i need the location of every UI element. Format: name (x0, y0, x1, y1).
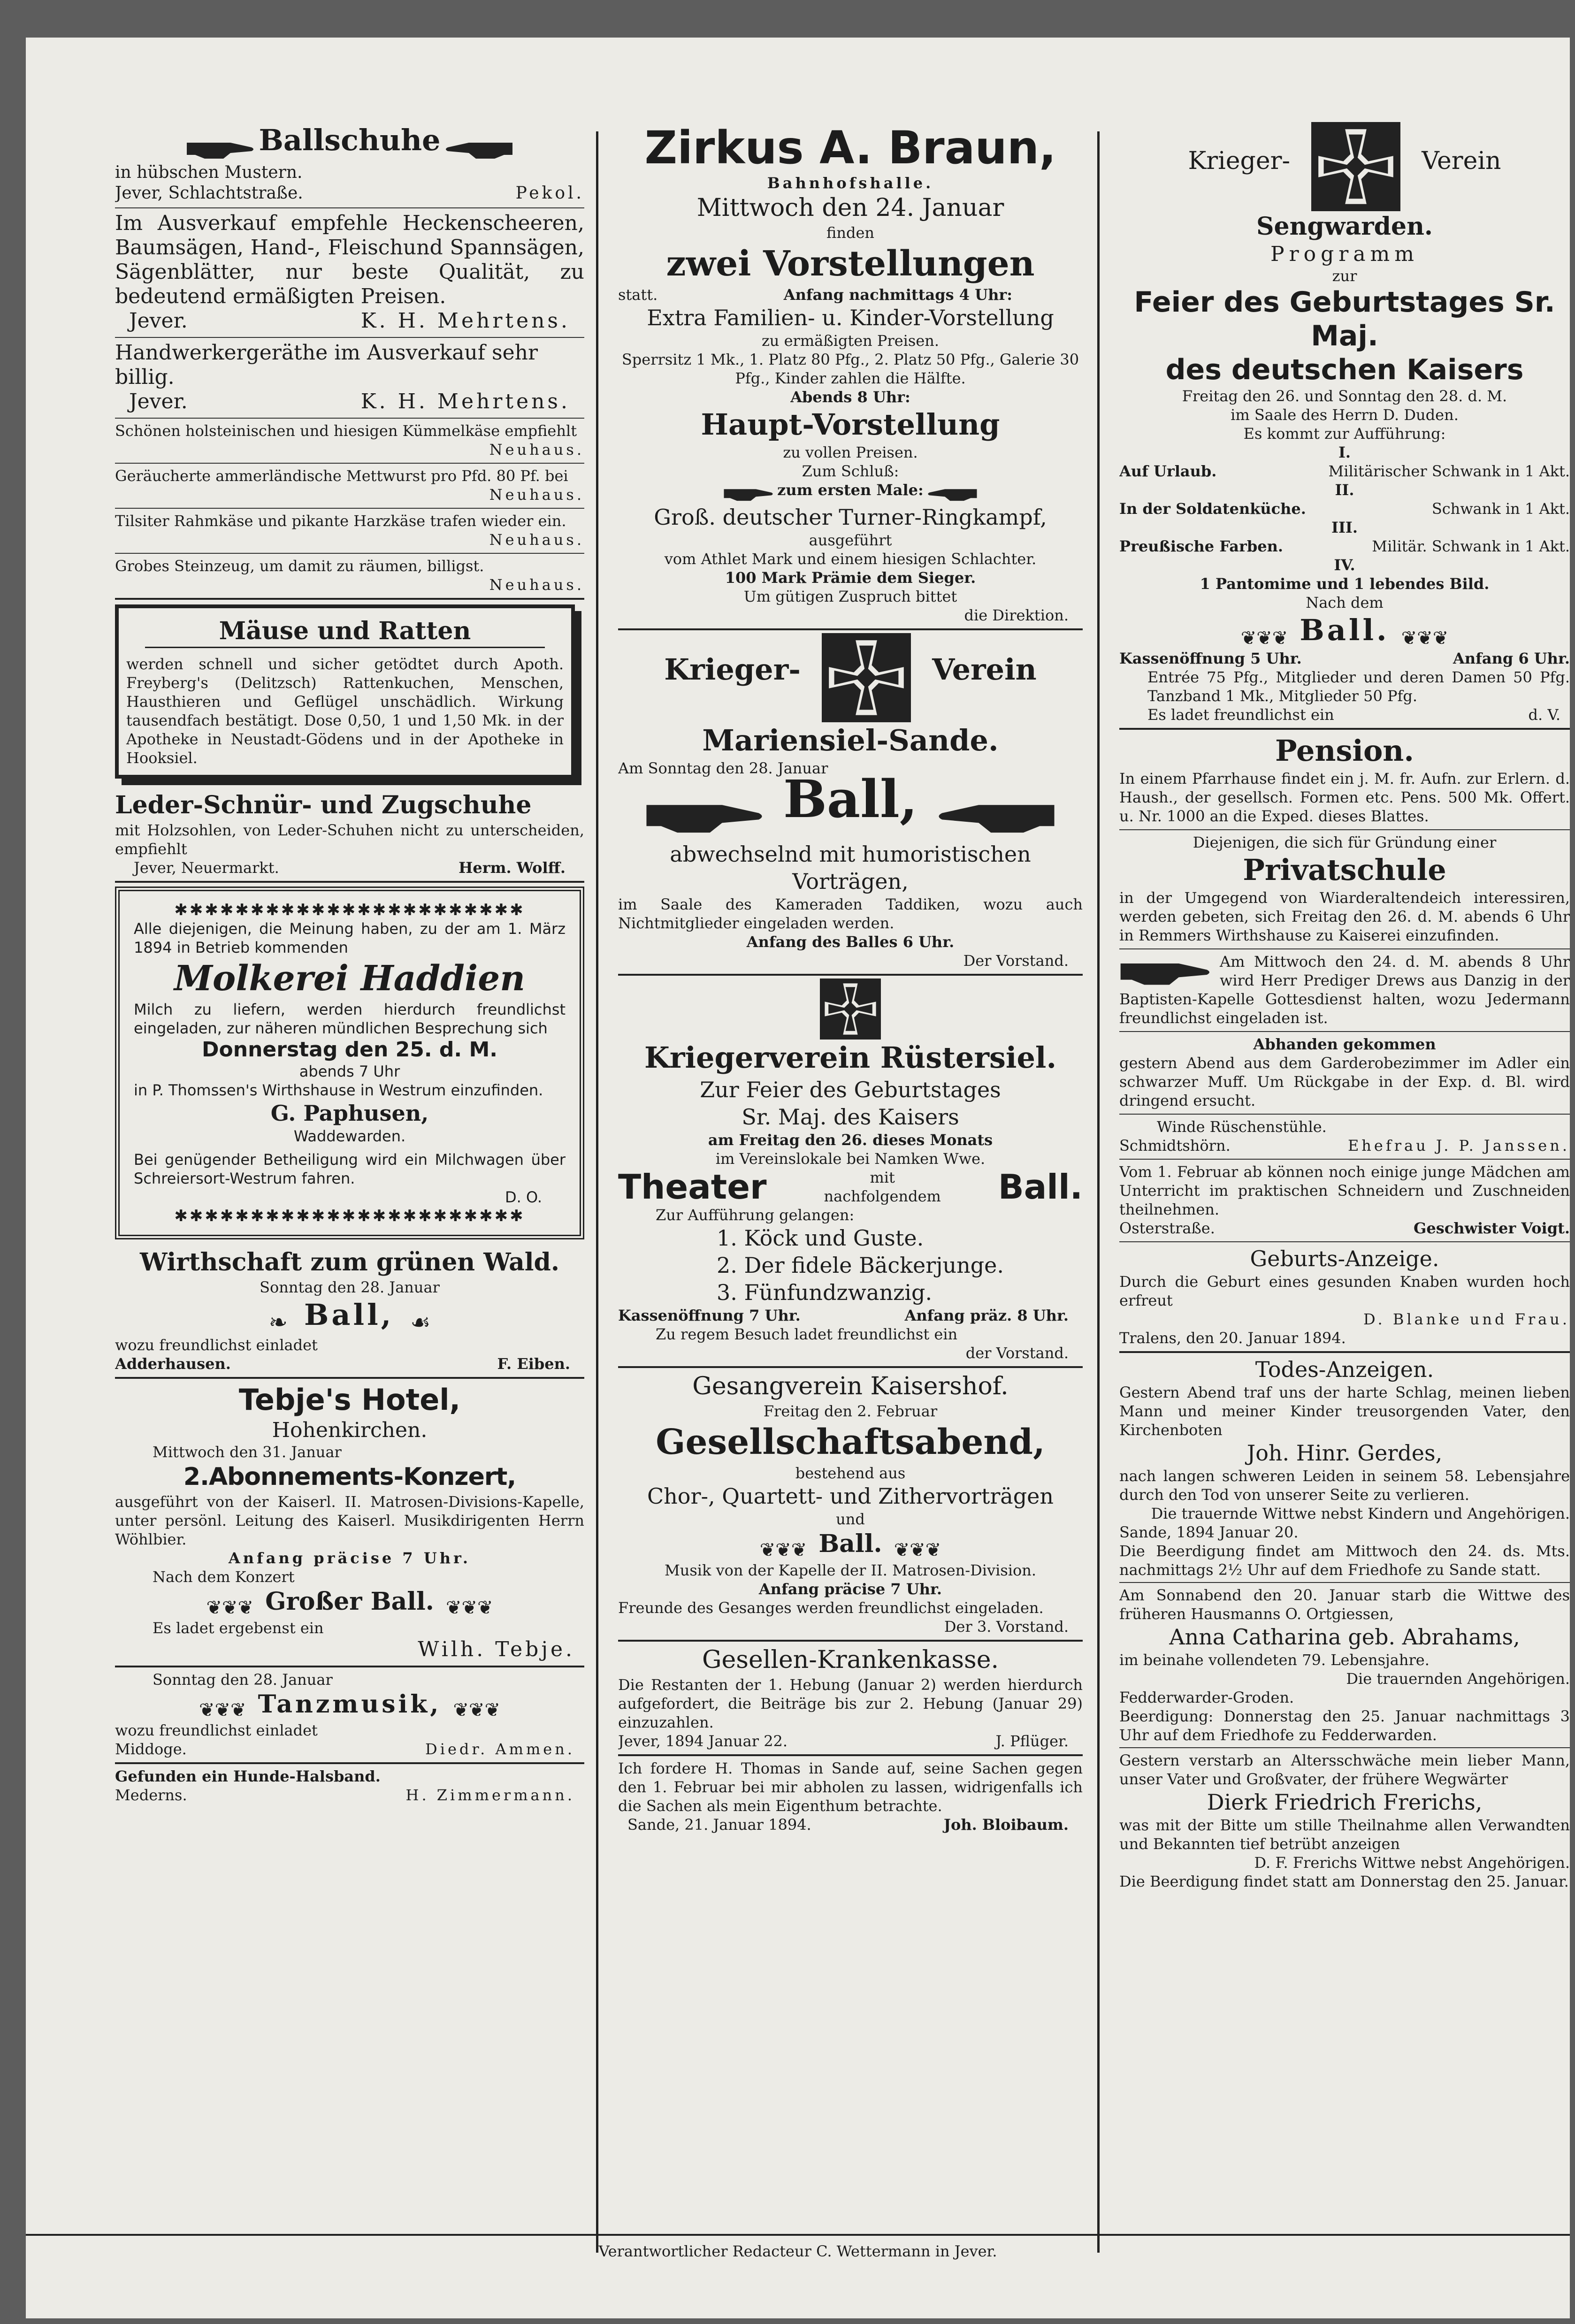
ad-theater: Theater (618, 1167, 767, 1207)
ornament-icon: ❧ (268, 1309, 288, 1336)
ornament-icon: ❦❦❦ (446, 1597, 493, 1619)
ad-tebje (115, 1382, 584, 1662)
program-desc: Militärischer Schwank in 1 Akt. (1328, 462, 1570, 480)
ad-ball: Ball. (1300, 613, 1390, 647)
ad-name: Ehefrau J. P. Janssen. (1347, 1136, 1570, 1154)
ad-title: Wirthschaft zum grünen Wald. (139, 1247, 559, 1277)
column-rule (1097, 131, 1100, 2253)
ad-text: Zur Aufführung gelangen: (656, 1206, 855, 1224)
ad-text: zur (1332, 267, 1357, 285)
ad-place: Jever. (129, 308, 188, 333)
ad-name: K. H. Mehrtens. (360, 308, 570, 333)
ad-prize: 100 Mark Prämie dem Sieger. (725, 568, 976, 587)
ornament-icon: ❦❦❦ (199, 1699, 246, 1721)
ad-start: Anfang präcise 7 Uhr. (758, 1580, 942, 1598)
ad-invite: Es ladet freundlichst ein (1147, 705, 1334, 724)
ad-sign: d. V. (1528, 705, 1560, 724)
ad-text: nachfolgendem (824, 1187, 941, 1205)
ad-name: F. Eiben. (497, 1355, 570, 1373)
divider (618, 1640, 1083, 1642)
obituary-place: Sande, 1894 Januar 20. (1119, 1523, 1299, 1541)
ornament-icon: ❦❦❦ (894, 1539, 941, 1561)
ad-parts: Chor-, Quartett- und Zithervorträgen (647, 1483, 1054, 1509)
ad-place: Mariensiel-Sande. (702, 723, 999, 757)
program-desc: Militär. Schwank in 1 Akt. (1372, 537, 1570, 555)
divider (115, 598, 584, 600)
program-title: Preußische Farben. (1119, 537, 1283, 555)
ad-text: Gefunden ein Hunde-Halsband. (115, 1767, 381, 1785)
ad-music: Musik von der Kapelle der II. Matrosen-Division. (664, 1561, 1037, 1579)
ad-name: Neuhaus. (489, 530, 584, 549)
ad-text: im Vereinslokale bei Namken Wwe. (715, 1150, 986, 1168)
ad-invite: Es ladet ergebenst ein (153, 1619, 324, 1637)
divider (1119, 829, 1570, 830)
ad-text: Geräucherte ammerländische Mettwurst pro Pfd. 80 Pf. bei (115, 466, 568, 485)
divider (618, 1366, 1083, 1368)
ad-note: Bei genügender Betheiligung wird ein Milchwagen über Schreiersort-Westrum fahren. (134, 1150, 566, 1187)
ad-text: Grobes Steinzeug, um damit zu räumen, billigst. (115, 557, 484, 575)
ad-concert: 2.Abonnements-Konzert, (183, 1463, 516, 1491)
iron-cross-icon (820, 979, 881, 1040)
star-border: ✱✱✱✱✱✱✱✱✱✱✱✱✱✱✱✱✱✱✱✱✱✱✱ (174, 1206, 525, 1225)
ad-place: Jever, Neuermarkt. (134, 858, 279, 877)
ad-date: Am Sonntag den 28. Januar (618, 759, 828, 777)
pointing-hand-icon (926, 483, 978, 504)
newspaper-page (26, 38, 1570, 2318)
ad-text: finden (826, 224, 874, 242)
ad-start: Anfang präcise 7 Uhr. (228, 1549, 471, 1567)
ad-ring: Groß. deutscher Turner-Ringkampf, (654, 504, 1047, 530)
divider (618, 1754, 1083, 1756)
ad-maeuse (115, 604, 575, 779)
ad-title: Gesellen-Krankenkasse. (702, 1645, 999, 1674)
ad-text: zu ermäßigten Preisen. (761, 332, 940, 350)
ad-place: Middoge. (115, 1740, 187, 1758)
obituary-text: Gestern verstarb an Altersschwäche mein lieber Mann, unser Vater und Großvater, der frühere Wegwärter (1119, 1751, 1570, 1788)
ad-family: Extra Familien- u. Kinder-Vorstellung (647, 305, 1054, 330)
ad-text: Durch die Geburt eines gesunden Knaben wurden hoch erfreut (1119, 1272, 1570, 1309)
ad-text: Handwerkergeräthe im Ausverkauf sehr billig. (115, 340, 538, 389)
divider (1119, 948, 1570, 949)
ad-text: in hübschen Mustern. (115, 162, 303, 182)
ad-intro: Diejenigen, die sich für Gründung einer (1193, 833, 1497, 851)
ad-text: gestern Abend aus dem Garderobezimmer im Adler ein schwarzer Muff. Um Rückgabe in der Exp. d. Bl. wird dringend ersucht. (1119, 1054, 1570, 1109)
ad-invite: wozu freundlichst einladet (115, 1721, 318, 1739)
ad-title: Gesangverein Kaisershof. (692, 1372, 1009, 1400)
ad-title: Krieger- (1188, 146, 1291, 175)
ad-title: Geburts-Anzeige. (1250, 1246, 1439, 1271)
program-item: 3. Fünfundzwanzig. (717, 1280, 933, 1305)
ad-text: Vom 1. Februar ab können noch einige junge Mädchen am Unterricht im praktischen Schneidern und Zuschneiden theilnehmen. (1119, 1162, 1570, 1218)
ad-ball: Ball. (818, 1529, 882, 1558)
ad-text: in der Umgegend von Wiarderaltendeich interessiren, werden gebeten, sich Freitag den 26. d. M. abends 6 Uhr in Remmers Wirthshause zu Kaiserei einzufinden. (1119, 888, 1570, 944)
divider (1119, 1582, 1570, 1583)
ad-place: in P. Thomssen's Wirthshause in Westrum einzufinden. (134, 1081, 543, 1099)
ad-text: Die Restanten der 1. Hebung (Januar 2) werden hierdurch aufgefordert, die Beiträge bis zur 2. Hebung (Januar 29) einzuzahlen. (618, 1675, 1083, 1731)
ad-name: Wilh. Tebje. (418, 1637, 575, 1661)
ad-date: Sonntag den 28. Januar (260, 1278, 440, 1296)
pointing-hand-icon (443, 134, 513, 162)
iron-cross-icon (822, 633, 911, 722)
ad-text: werden schnell und sicher getödtet durch Apoth. Freyberg's (Delitzsch) Rattenkuchen, Menschen, Hausthieren und Geflügel unschädlich. Wirkung tausendfach bestätigt. Dose 0,50, 1 und 1,50 Mk. in der Apotheke in Neustadt-Gödens und in der Apotheke in Hooksiel. (126, 655, 564, 767)
ad-todes-anzeigen (1119, 1356, 1570, 1891)
ad-date: Mittwoch den 31. Januar (153, 1443, 342, 1461)
ad-hund (115, 1767, 584, 1804)
ornament-icon: ❦❦❦ (453, 1699, 501, 1721)
ad-geburt (1119, 1245, 1570, 1347)
ad-name: Diedr. Ammen. (425, 1740, 575, 1758)
program-title: Auf Urlaub. (1119, 462, 1217, 480)
pointing-hand-icon (1119, 952, 1213, 990)
ad-text: bestehend aus (795, 1464, 906, 1482)
ad-text: zu vollen Preisen. (783, 443, 918, 461)
obituary-name: Joh. Hinr. Gerdes, (1246, 1440, 1443, 1466)
ad-voigt (1119, 1162, 1570, 1238)
ad-text: Es kommt zur Aufführung: (1243, 425, 1446, 443)
ad-text: Im Ausverkauf empfehle Heckenscheeren, Baumsägen, Hand-, Fleischund Spannsägen, Sägenblätter, nur beste Qualität, zu bedeutend ermäßigten Preisen. (115, 211, 584, 308)
ad-title: Privatschule (1243, 852, 1446, 887)
ornament-icon: ❦❦❦ (759, 1539, 807, 1561)
ad-fees: Entrée 75 Pfg., Mitglieder und deren Damen 50 Pfg. Tanzband 1 Mk., Mitglieder 50 Pfg. (1147, 668, 1570, 705)
obituary-text: im beinahe vollendeten 79. Lebensjahre. (1119, 1651, 1430, 1669)
ad-text: und (836, 1510, 865, 1528)
program-title: 1 Pantomime und 1 lebendes Bild. (1200, 575, 1490, 593)
pointing-hand-icon (723, 483, 775, 504)
ad-text: zum ersten Male: (777, 481, 924, 499)
ad-tilsiter (115, 512, 584, 549)
ad-sign: Der Vorstand. (963, 952, 1069, 970)
ad-text: Nach dem (1306, 594, 1384, 612)
ad-place: Hohenkirchen. (272, 1418, 428, 1442)
ad-sign: Der 3. Vorstand. (944, 1617, 1069, 1636)
ad-begin: Anfang 6 Uhr. (1453, 649, 1570, 667)
program-title: In der Soldatenküche. (1119, 500, 1306, 518)
star-border: ✱✱✱✱✱✱✱✱✱✱✱✱✱✱✱✱✱✱✱✱✱✱✱ (174, 900, 525, 919)
ad-krieger-sengwarden (1119, 122, 1570, 724)
ad-main: Haupt-Vorstellung (701, 407, 1000, 442)
pointing-hand-icon (645, 789, 767, 841)
ad-name: Neuhaus. (489, 440, 584, 459)
ad-steinzeug (115, 557, 584, 594)
ad-prices: Sperrsitz 1 Mk., 1. Platz 80 Pfg., 2. Platz 50 Pfg., Galerie 30 Pfg., Kinder zahlen die Hälfte. (621, 351, 1079, 387)
divider (115, 553, 584, 554)
ad-village: Waddewarden. (293, 1127, 406, 1145)
ad-time: abends 7 Uhr (299, 1062, 400, 1080)
ad-place: Schmidtshörn. (1119, 1136, 1231, 1154)
ad-text: Feier des Geburtstages Sr. Maj. (1134, 286, 1555, 352)
program-number: I. (1338, 443, 1351, 461)
ad-place: Sengwarden. (1256, 212, 1433, 241)
ad-start: Anfang nachmittags 4 Uhr: (783, 286, 1012, 304)
ad-place: Jever. (129, 389, 188, 413)
ad-text: im Saale des Herrn D. Duden. (1231, 406, 1459, 424)
ad-name: Neuhaus. (489, 485, 584, 504)
obituary-name: Anna Catharina geb. Abrahams, (1169, 1624, 1520, 1650)
ad-name: Geschwister Voigt. (1414, 1219, 1570, 1237)
obituary-sign: Die trauernde Wittwe nebst Kindern und Angehörigen. (1151, 1504, 1570, 1522)
ad-title: Tanzmusik, (258, 1689, 442, 1719)
ad-text: Am Mittwoch den 24. d. M. abends 8 Uhr wird Herr Prediger Drews aus Danzig in der Baptisten-Kapelle Gottesdienst halten, wozu Jedermann freundlichst eingeladen ist. (1119, 952, 1570, 1027)
divider (115, 463, 584, 464)
divider (115, 337, 584, 338)
ad-gesangverein (618, 1371, 1083, 1636)
pointing-hand-icon (186, 134, 256, 162)
ad-privatschule (1119, 833, 1570, 945)
ad-krieger-mariensiel (618, 633, 1083, 971)
ad-title: Molkerei Haddien (174, 958, 526, 999)
divider (618, 628, 1083, 630)
ad-name: G. Paphusen, (270, 1100, 429, 1126)
program-desc: Schwank in 1 Akt. (1431, 500, 1570, 518)
ad-place: Jever, Schlachtstraße. (115, 183, 303, 203)
column-left (115, 122, 584, 1808)
column-rule (596, 131, 598, 2253)
ad-invite: wozu freundlichst einladet (115, 1336, 318, 1354)
ad-gruenwald (115, 1247, 584, 1374)
program-number: IV. (1334, 556, 1355, 574)
divider (618, 974, 1083, 976)
divider (115, 1377, 584, 1379)
obituary-sign: Die trauernden Angehörigen. (1346, 1669, 1570, 1688)
obituary-text: nach langen schweren Leiden in seinem 58. Lebensjahre durch den Tod von unserer Seite zu verlieren. (1119, 1467, 1570, 1504)
ad-place: Jever, 1894 Januar 22. (618, 1732, 788, 1750)
ad-place: Adderhausen. (115, 1355, 231, 1373)
ad-date: Donnerstag den 25. d. M. (202, 1037, 497, 1062)
divider (115, 207, 584, 208)
ad-ruestersiel (618, 979, 1083, 1362)
ad-text: ausgeführt (809, 531, 892, 549)
ad-name: H. Zimmermann. (405, 1786, 575, 1804)
ad-mettwurst (115, 466, 584, 504)
iron-cross-icon (1311, 122, 1400, 211)
ad-title: Ballschuhe (259, 123, 441, 157)
ad-ball: Ball, (304, 1297, 394, 1332)
program-number: II. (1335, 481, 1354, 499)
ad-title: Kriegerverein Rüstersiel. (644, 1040, 1057, 1075)
ad-tanz (115, 1670, 584, 1759)
ad-name: Joh. Bloibaum. (943, 1815, 1069, 1834)
ornament-icon: ❦❦❦ (1401, 627, 1449, 649)
ad-text: Schönen holsteinischen und hiesigen Kümmelkäse empfiehlt (115, 421, 577, 440)
divider (115, 1666, 584, 1667)
ad-text: Freunde des Gesanges werden freundlichst eingeladen. (618, 1598, 1044, 1617)
divider (1119, 1031, 1570, 1032)
obituary-text: Gestern Abend traf uns der harte Schlag, meinen lieben Mann und meiner Kinder treusorgenden Vater, den Kirchenboten (1119, 1383, 1570, 1439)
ad-leder (115, 790, 584, 877)
divider (115, 508, 584, 509)
ad-title: Zirkus A. Braun, (644, 122, 1056, 174)
ad-muff (1119, 1035, 1570, 1110)
obituary-text: Am Sonnabend den 20. Januar starb die Wittwe des früheren Hausmanns O. Ortgiessen, (1119, 1586, 1570, 1623)
ad-big: Gesellschaftsabend, (656, 1422, 1045, 1462)
obituary-burial: Die Beerdigung findet statt am Donnerstag den 25. Januar. (1119, 1872, 1569, 1890)
ad-name: Herm. Wolff. (459, 858, 566, 877)
ad-text: im Saale des Kameraden Taddiken, wozu auch Nichtmitglieder eingeladen werden. (618, 895, 1083, 932)
ad-date: Sonntag den 28. Januar (153, 1670, 333, 1689)
ad-place: Sande, 21. Januar 1894. (627, 1815, 811, 1834)
ad-winde (1119, 1117, 1570, 1155)
ad-invite: Zu regem Besuch ladet freundlichst ein (656, 1325, 958, 1343)
ad-text: Vorträgen, (792, 869, 909, 894)
ad-ball: Großer Ball. (265, 1587, 434, 1616)
ad-ball: Ball. (998, 1167, 1083, 1207)
ad-text: des deutschen Kaisers (1165, 353, 1524, 386)
ad-place: Mederns. (115, 1786, 187, 1804)
ad-text: mit Holzsohlen, von Leder-Schuhen nicht zu unterscheiden, empfiehlt (115, 821, 584, 858)
ad-title: Verein (932, 652, 1037, 687)
obituary-place: Fedderwarder-Groden. (1119, 1688, 1294, 1706)
ad-text: Zum Schluß: (802, 462, 899, 480)
ad-title: Todes-Anzeigen. (1255, 1356, 1434, 1382)
ad-place: Tralens, den 20. Januar 1894. (1119, 1329, 1346, 1347)
ad-ausverkauf (115, 211, 584, 333)
ad-thomas (618, 1759, 1083, 1834)
ad-begin: Anfang präz. 8 Uhr. (904, 1307, 1069, 1324)
ad-text: Zur Feier des Geburtstages (700, 1077, 1001, 1102)
ad-sign: der Vorstand. (965, 1344, 1069, 1362)
ad-title: Mäuse und Ratten (145, 616, 545, 648)
ornament-icon: ❦❦❦ (206, 1597, 253, 1619)
divider (1119, 728, 1570, 730)
ad-title: Pension. (1275, 733, 1414, 768)
ad-text: Tilsiter Rahmkäse und pikante Harzkäse trafen wieder ein. (115, 512, 566, 530)
program-item: 2. Der fidele Bäckerjunge. (717, 1253, 1004, 1278)
ad-shows: zwei Vorstellungen (666, 244, 1035, 284)
footer-imprint (26, 2234, 1570, 2260)
ad-date: Mittwoch den 24. Januar (696, 194, 1004, 222)
ad-evening: Abends 8 Uhr: (790, 388, 910, 406)
ad-text: In einem Pfarrhause findet ein j. M. fr. Aufn. zur Erlern. d. Haush., der gesellsch. Formen etc. Pens. 500 Mk. Offert. u. Nr. 1000 an die Exped. dieses Blattes. (1119, 769, 1570, 825)
obituary-name: Dierk Friedrich Frerichs, (1207, 1789, 1483, 1815)
ad-name: Neuhaus. (489, 575, 584, 594)
ad-text: Ich fordere H. Thomas in Sande auf, seine Sachen gegen den 1. Februar bei mir abholen zu lassen, widrigenfalls ich die Sachen als mein Eigenthum betrachte. (618, 1759, 1083, 1815)
divider (115, 1762, 584, 1764)
ad-place: Osterstraße. (1119, 1219, 1215, 1237)
divider (1119, 1351, 1570, 1353)
column-right (1119, 122, 1570, 1895)
program-number: III. (1331, 519, 1358, 536)
ad-hall: Bahnhofshalle. (767, 174, 934, 192)
ad-handwerk (115, 341, 584, 414)
ad-date: Freitag den 26. und Sonntag den 28. d. M. (1182, 387, 1507, 405)
ad-open: Kassenöffnung 5 Uhr. (1119, 649, 1302, 667)
divider (1119, 1241, 1570, 1242)
program-item: 1. Köck und Guste. (717, 1225, 924, 1251)
ad-ball: Ball, (783, 768, 918, 829)
footer-text: Verantwortlicher Redacteur C. Wettermann in Jever. (598, 2242, 997, 2260)
column-middle (618, 122, 1083, 1838)
ad-zirkus (618, 122, 1083, 625)
ad-title: Krieger- (664, 652, 801, 687)
ad-text: Milch zu liefern, werden hierdurch freundlichst eingeladen, zur näheren mündlichen Besprechung sich (134, 1000, 566, 1037)
pointing-hand-icon (934, 789, 1056, 841)
ad-text: mit (870, 1169, 895, 1186)
divider (115, 881, 584, 883)
obituary-burial: Beerdigung: Donnerstag den 25. Januar nachmittags 3 Uhr auf dem Friedhofe zu Fedderwarden. (1119, 1707, 1570, 1744)
ad-gesellen (618, 1644, 1083, 1751)
ad-text: am Freitag den 26. dieses Monats (708, 1131, 993, 1149)
ad-ballschuhe (115, 122, 584, 204)
obituary-text: was mit der Bitte um stille Theilnahme allen Verwandten und Bekannten tief betrübt anzeigen (1119, 1816, 1570, 1853)
ad-after: Nach dem Konzert (153, 1568, 295, 1586)
ad-text: statt. (618, 286, 658, 304)
ornament-icon: ❦❦❦ (1240, 627, 1288, 649)
ad-title: Leder-Schnür- und Zugschuhe (115, 790, 532, 819)
divider (1119, 1114, 1570, 1115)
ad-text: ausgeführt von der Kaiserl. II. Matrosen-Divisions-Kapelle, unter persönl. Leitung des Kaiserl. Musikdirigenten Herrn Wöhlbier. (115, 1493, 584, 1548)
ad-text: Um gütigen Zuspruch bittet (743, 587, 957, 605)
ad-name: Pekol. (515, 183, 584, 203)
ad-text: abwechselnd mit humoristischen (670, 841, 1031, 867)
ad-date: Freitag den 2. Februar (763, 1402, 938, 1420)
ad-intro: Alle diejenigen, die Meinung haben, zu der am 1. März 1894 in Betrieb kommenden (134, 919, 566, 956)
ad-pension (1119, 733, 1570, 826)
ad-text: Programm (1270, 242, 1419, 266)
ad-title: Verein (1422, 146, 1501, 175)
divider (1119, 1747, 1570, 1748)
ad-name: D. Blanke und Frau. (1363, 1310, 1570, 1328)
ad-text: Winde Rüschenstühle. (1157, 1117, 1327, 1136)
obituary-sign: D. F. Frerichs Wittwe nebst Angehörigen. (1254, 1853, 1570, 1872)
ad-prediger (1119, 952, 1570, 1027)
ad-title: Abhanden gekommen (1253, 1035, 1436, 1053)
ad-title: Tebje's Hotel, (238, 1383, 461, 1417)
ad-kaese (115, 421, 584, 459)
ad-sign: D. O. (505, 1188, 542, 1206)
obituary-burial: Die Beerdigung findet am Mittwoch den 24. ds. Mts. nachmittags 2½ Uhr auf dem Friedhofe zu Sande statt. (1119, 1542, 1570, 1579)
ornament-icon: ☙ (410, 1309, 431, 1336)
ad-name: K. H. Mehrtens. (360, 389, 570, 413)
divider (115, 418, 584, 419)
ad-name: J. Pflüger. (995, 1732, 1069, 1750)
ad-molkerei (115, 887, 584, 1239)
ad-start: Anfang des Balles 6 Uhr. (746, 933, 955, 951)
ad-sign: die Direktion. (964, 606, 1069, 624)
ad-open: Kassenöffnung 7 Uhr. (618, 1307, 801, 1324)
ad-text: Sr. Maj. des Kaisers (742, 1104, 959, 1130)
ad-text: vom Athlet Mark und einem hiesigen Schlachter. (664, 550, 1037, 568)
divider (1119, 1159, 1570, 1160)
